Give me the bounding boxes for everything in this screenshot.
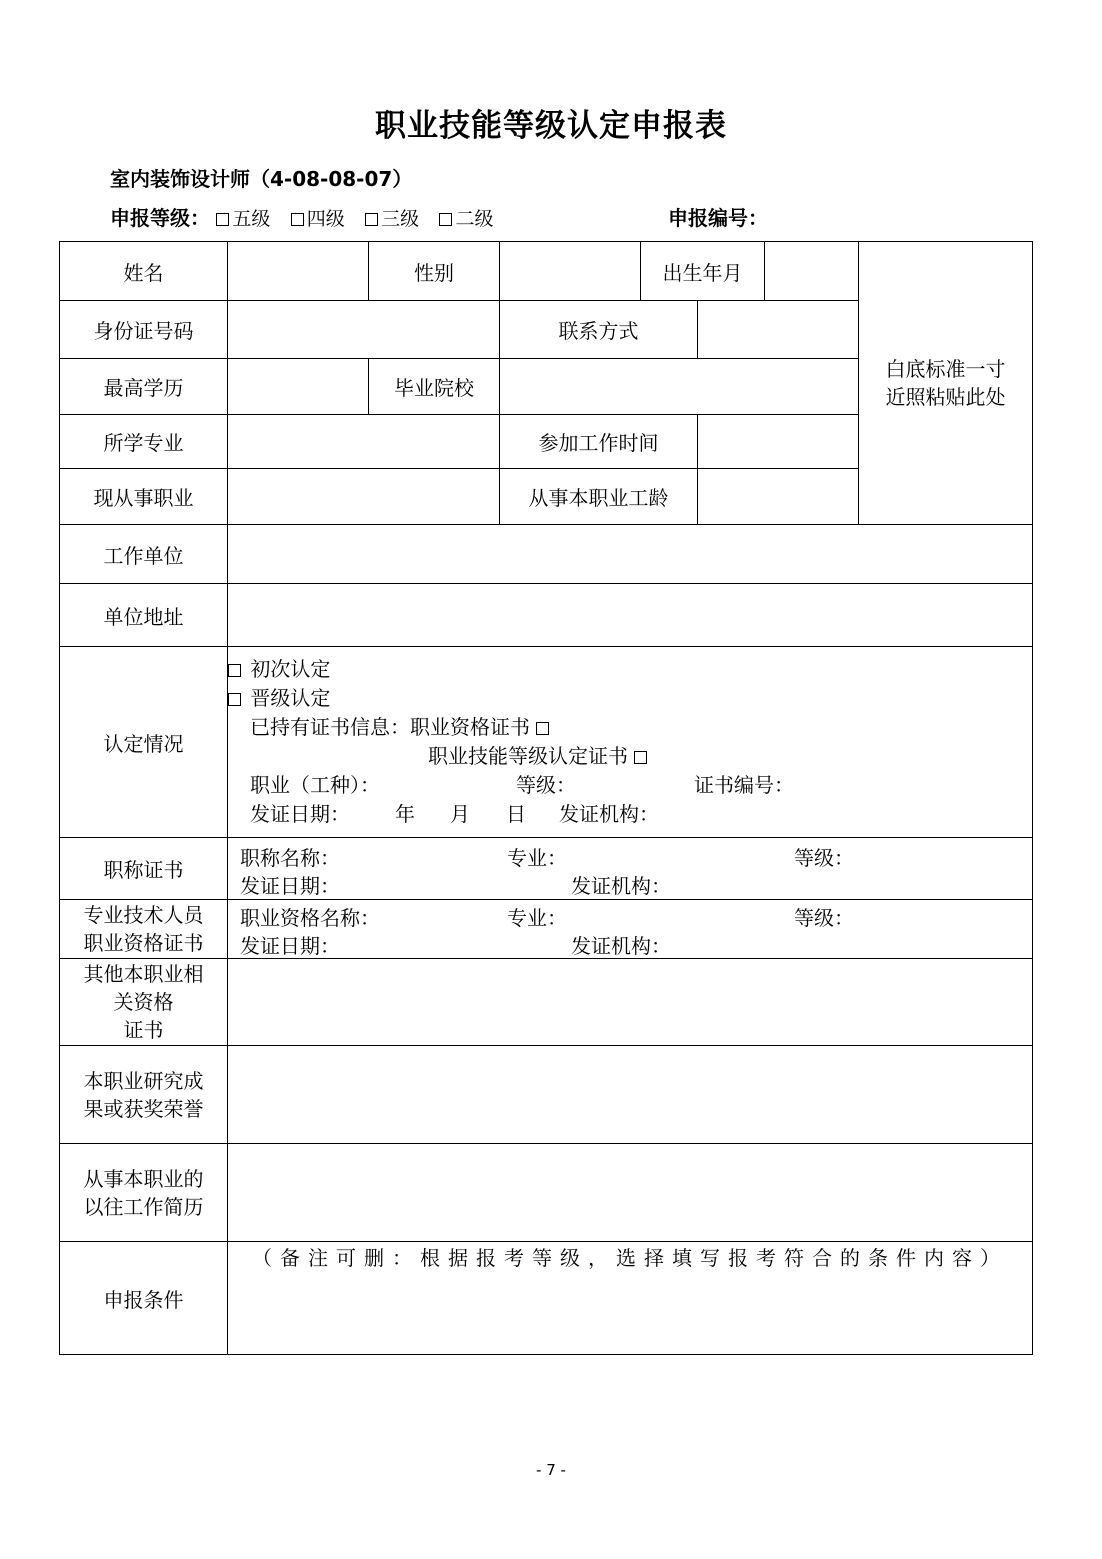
checkbox-icon[interactable] xyxy=(228,693,241,706)
other-cert-field[interactable] xyxy=(228,959,1033,1046)
title-name-label: 职称名称： xyxy=(240,845,340,870)
checkbox-icon[interactable] xyxy=(365,213,378,226)
conditions-label: 申报条件 xyxy=(60,1242,228,1355)
education-label: 最高学历 xyxy=(60,359,228,415)
year-label: 年 xyxy=(395,802,415,826)
research-field[interactable] xyxy=(228,1046,1033,1144)
first-cert-option[interactable]: 初次认定 xyxy=(228,655,1032,684)
major-label: 所学专业 xyxy=(60,415,228,469)
held-info-line: 已持有证书信息：职业资格证书 xyxy=(228,713,1032,742)
title-cert-label: 职称证书 xyxy=(60,838,228,900)
level-option-4[interactable]: 四级 xyxy=(291,208,345,230)
level-option-2[interactable]: 二级 xyxy=(439,208,493,230)
title-grade-label: 等级： xyxy=(794,845,854,870)
school-label: 毕业院校 xyxy=(369,359,500,415)
title-major-label: 专业： xyxy=(507,845,567,870)
contact-field[interactable] xyxy=(698,301,859,359)
cert-no-label: 证书编号： xyxy=(694,773,794,797)
pro-cert-label: 专业技术人员 职业资格证书 xyxy=(60,900,228,959)
occupation-subtitle: 室内装饰设计师（4-08-08-07） xyxy=(110,167,413,191)
level-row xyxy=(110,202,508,231)
upgrade-cert-option[interactable]: 晋级认定 xyxy=(228,684,1032,713)
grade-label: 等级： xyxy=(516,773,576,797)
current-job-label: 现从事职业 xyxy=(60,469,228,525)
issue-line xyxy=(228,800,1032,829)
page-number: - 7 - xyxy=(536,1461,566,1479)
birth-label: 出生年月 xyxy=(641,242,765,301)
work-start-label: 参加工作时间 xyxy=(500,415,698,469)
major-field[interactable] xyxy=(228,415,500,469)
occupation-label: 职业（工种）： xyxy=(250,773,380,797)
research-label: 本职业研究成 果或获奖荣誉 xyxy=(60,1046,228,1144)
birth-field[interactable] xyxy=(765,242,859,301)
skill-cert-line: 职业技能等级认定证书 xyxy=(228,742,1032,771)
checkbox-icon[interactable] xyxy=(291,213,304,226)
conditions-note[interactable]: （备注可删：根据报考等级，选择填写报考符合的条件内容） xyxy=(228,1242,1033,1355)
employer-label: 工作单位 xyxy=(60,525,228,584)
contact-label: 联系方式 xyxy=(500,301,698,359)
form-title: 职业技能等级认定申报表 xyxy=(375,108,727,144)
work-start-field[interactable] xyxy=(698,415,859,469)
pro-name-label: 职业资格名称： xyxy=(240,906,380,930)
pro-major-label: 专业： xyxy=(507,906,567,930)
title-cert-content xyxy=(228,838,1033,900)
education-field[interactable] xyxy=(228,359,369,415)
pro-issue-date-label: 发证日期： xyxy=(240,934,340,958)
issue-date-label: 发证日期： xyxy=(250,802,350,826)
school-field[interactable] xyxy=(500,359,859,415)
photo-area xyxy=(859,242,1033,525)
application-form-table xyxy=(59,241,1033,1355)
job-years-label: 从事本职业工龄 xyxy=(500,469,698,525)
title-issue-date-label: 发证日期： xyxy=(240,873,340,898)
pro-grade-label: 等级： xyxy=(794,906,854,930)
name-field[interactable] xyxy=(228,242,369,301)
certification-content xyxy=(228,647,1033,838)
gender-label: 性别 xyxy=(369,242,500,301)
photo-hint-line2: 近照粘贴此处 xyxy=(885,385,1006,409)
title-issuer-label: 发证机构： xyxy=(571,873,671,898)
current-job-field[interactable] xyxy=(228,469,500,525)
day-label: 日 xyxy=(506,802,526,826)
gender-field[interactable] xyxy=(500,242,641,301)
name-label: 姓名 xyxy=(60,242,228,301)
occupation-line xyxy=(228,771,1032,800)
other-cert-label: 其他本职业相 关资格 证书 xyxy=(60,959,228,1046)
checkbox-icon[interactable] xyxy=(216,213,229,226)
level-option-5[interactable]: 五级 xyxy=(216,208,270,230)
pro-issuer-label: 发证机构： xyxy=(571,934,671,958)
certification-label: 认定情况 xyxy=(60,647,228,838)
photo-hint-line1: 白底标准一寸 xyxy=(885,357,1006,381)
application-no-label: 申报编号： xyxy=(668,206,768,230)
pro-cert-content xyxy=(228,900,1033,959)
checkbox-icon[interactable] xyxy=(439,213,452,226)
history-field[interactable] xyxy=(228,1144,1033,1242)
checkbox-icon[interactable] xyxy=(634,751,647,764)
employer-field[interactable] xyxy=(228,525,1033,584)
history-label: 从事本职业的 以往工作简历 xyxy=(60,1144,228,1242)
id-no-field[interactable] xyxy=(228,301,500,359)
level-option-3[interactable]: 三级 xyxy=(365,208,419,230)
issuer-label: 发证机构： xyxy=(559,802,659,826)
employer-address-label: 单位地址 xyxy=(60,584,228,647)
month-label: 月 xyxy=(450,802,470,826)
checkbox-icon[interactable] xyxy=(228,664,241,677)
checkbox-icon[interactable] xyxy=(536,722,549,735)
level-label: 申报等级： xyxy=(110,206,210,230)
id-no-label: 身份证号码 xyxy=(60,301,228,359)
employer-address-field[interactable] xyxy=(228,584,1033,647)
job-years-field[interactable] xyxy=(698,469,859,525)
